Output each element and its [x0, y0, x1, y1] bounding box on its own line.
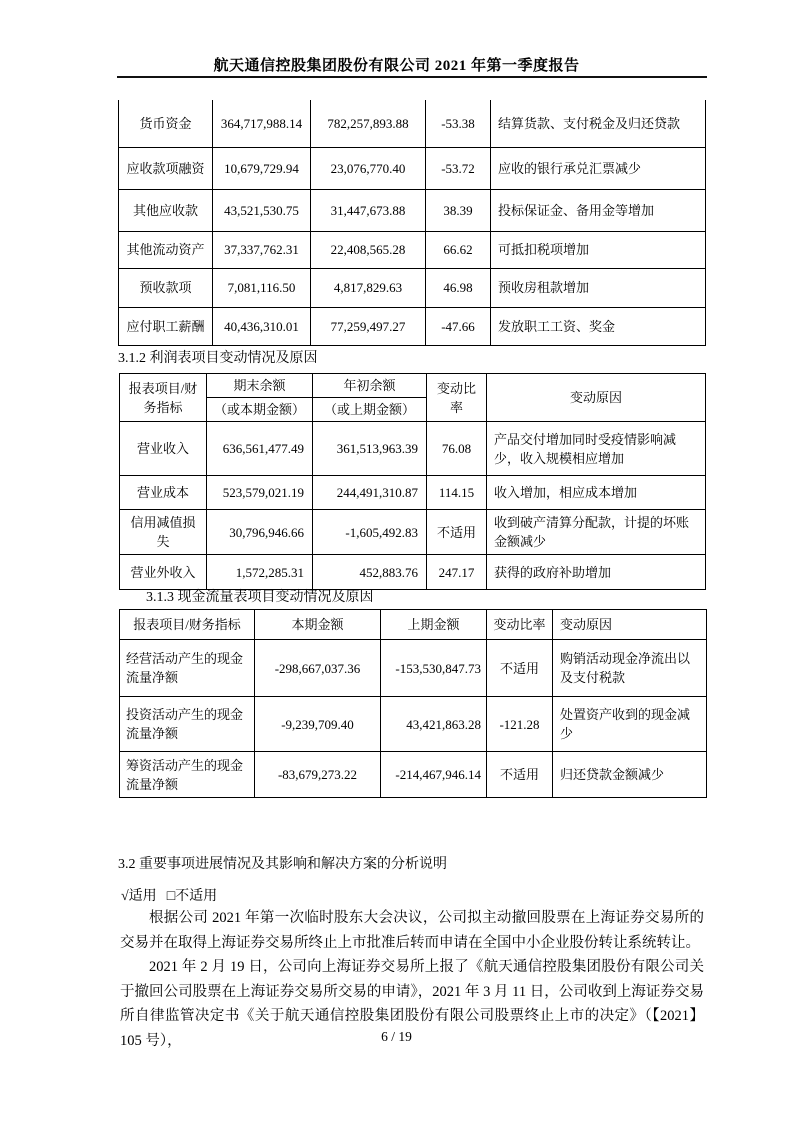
page-title: 航天通信控股集团股份有限公司 2021 年第一季度报告	[213, 58, 580, 74]
cell-change-reason: 投标保证金、备用金等增加	[491, 189, 706, 231]
table-row	[120, 640, 707, 697]
table-row	[119, 231, 706, 268]
cell-beginning-balance: 4,817,829.63	[311, 268, 426, 307]
cash-flow-table	[119, 609, 707, 798]
cell-change-ratio: 247.17	[427, 555, 487, 590]
applicable-option: √适用	[121, 889, 157, 904]
header-change-reason: 变动原因	[487, 374, 706, 422]
cell-change-ratio: 不适用	[487, 640, 553, 697]
cell-beginning-balance: 77,259,497.27	[311, 307, 426, 345]
cell-change-reason: 产品交付增加同时受疫情影响减少，收入规模相应增加	[487, 422, 706, 476]
cell-beginning-amount: -1,605,492.83	[313, 510, 427, 555]
cell-item: 营业收入	[120, 422, 207, 476]
header-change-reason: 变动原因	[553, 610, 707, 640]
cell-item: 筹资活动产生的现金流量净额	[120, 752, 255, 798]
paragraph: 根据公司 2021 年第一次临时股东大会决议，公司拟主动撤回股票在上海证券交易所的交易并在取得上海证券交易所终止上市批准后转而申请在全国中小企业股份转让系统转让。	[120, 910, 704, 951]
cell-change-ratio: 46.98	[426, 268, 491, 307]
cell-item: 投资活动产生的现金流量净额	[120, 697, 255, 752]
cell-change-ratio: 66.62	[426, 231, 491, 268]
table-row	[119, 147, 706, 189]
cell-change-ratio: 不适用	[487, 752, 553, 798]
cell-ending-balance: 364,717,988.14	[213, 100, 311, 147]
cell-beginning-amount: 244,491,310.87	[313, 476, 427, 510]
header-item: 报表项目/财务指标	[120, 374, 207, 422]
section-heading-3-2: 3.2 重要事项进展情况及其影响和解决方案的分析说明	[118, 857, 447, 872]
table-row	[120, 476, 706, 510]
cell-item: 其他应收款	[119, 189, 213, 231]
header-change-ratio: 变动比率	[487, 610, 553, 640]
cell-change-ratio: 不适用	[427, 510, 487, 555]
cell-ending-amount: 30,796,946.66	[207, 510, 313, 555]
cell-change-ratio: -121.28	[487, 697, 553, 752]
cell-beginning-balance: 782,257,893.88	[311, 100, 426, 147]
cell-change-reason: 获得的政府补助增加	[487, 555, 706, 590]
cell-prior-amount: 43,421,863.28	[381, 697, 487, 752]
header-prior-amount: 上期金额	[381, 610, 487, 640]
cell-item: 营业成本	[120, 476, 207, 510]
cell-item: 其他流动资产	[119, 231, 213, 268]
cell-item: 应收款项融资	[119, 147, 213, 189]
paragraph: 2021 年 2 月 19 日，公司向上海证券交易所上报了《航天通信控股集团股份有限公司关于撤回公司股票在上海证券交易所交易的申请》，2021 年 3 月 11 日，公司收到上海证券交易所自律监管决定书《关于航天通信控股集团股份有限公司股票终止上市的决定》（【2021】105 号），	[120, 959, 704, 1049]
header-change-ratio: 变动比率	[427, 374, 487, 422]
cell-change-reason: 归还贷款金额减少	[553, 752, 707, 798]
table-row	[119, 100, 706, 147]
header-rule	[117, 76, 707, 78]
cell-change-reason: 收入增加，相应成本增加	[487, 476, 706, 510]
cell-change-ratio: 114.15	[427, 476, 487, 510]
table-header-row	[120, 374, 706, 398]
cell-beginning-amount: 361,513,963.39	[313, 422, 427, 476]
cell-beginning-amount: 452,883.76	[313, 555, 427, 590]
cell-change-reason: 可抵扣税项增加	[491, 231, 706, 268]
cell-ending-amount: 636,561,477.49	[207, 422, 313, 476]
cell-ending-amount: 523,579,021.19	[207, 476, 313, 510]
balance-items-table	[118, 100, 706, 346]
cell-item: 应付职工薪酬	[119, 307, 213, 345]
cell-ending-balance: 37,337,762.31	[213, 231, 311, 268]
section-heading-3-1-3: 3.1.3 现金流量表项目变动情况及原因	[146, 590, 374, 605]
header-beginning-balance: 年初余额	[313, 374, 427, 398]
cell-beginning-balance: 31,447,673.88	[311, 189, 426, 231]
table-row	[120, 555, 706, 590]
applicability-line	[121, 885, 217, 905]
cell-beginning-balance: 23,076,770.40	[311, 147, 426, 189]
not-applicable-option: □不适用	[166, 889, 218, 904]
cell-item: 预收款项	[119, 268, 213, 307]
table-header-row	[120, 610, 707, 640]
table-row	[120, 510, 706, 555]
table-row	[119, 268, 706, 307]
table-row	[120, 422, 706, 476]
cell-change-reason: 发放职工工资、奖金	[491, 307, 706, 345]
cell-change-ratio: 76.08	[427, 422, 487, 476]
cell-change-reason: 应收的银行承兑汇票减少	[491, 147, 706, 189]
page-number: 6 / 19	[381, 1029, 412, 1044]
cell-prior-amount: -153,530,847.73	[381, 640, 487, 697]
cell-ending-balance: 40,436,310.01	[213, 307, 311, 345]
cell-ending-balance: 7,081,116.50	[213, 268, 311, 307]
cell-ending-amount: 1,572,285.31	[207, 555, 313, 590]
cell-item: 信用减值损失	[120, 510, 207, 555]
table-row	[119, 189, 706, 231]
cell-ending-balance: 10,679,729.94	[213, 147, 311, 189]
cell-item: 经营活动产生的现金流量净额	[120, 640, 255, 697]
section-heading-3-1-2: 3.1.2 利润表项目变动情况及原因	[118, 351, 318, 366]
table-row	[120, 752, 707, 798]
cell-change-reason: 购销活动现金净流出以及支付税款	[553, 640, 707, 697]
cell-prior-amount: -214,467,946.14	[381, 752, 487, 798]
header-item: 报表项目/财务指标	[120, 610, 255, 640]
cell-change-ratio: -53.72	[426, 147, 491, 189]
income-statement-table	[119, 373, 706, 590]
cell-item: 营业外收入	[120, 555, 207, 590]
cell-current-amount: -9,239,709.40	[255, 697, 381, 752]
cell-item: 货币资金	[119, 100, 213, 147]
cell-current-amount: -298,667,037.36	[255, 640, 381, 697]
table-row	[119, 307, 706, 345]
cell-change-reason: 结算货款、支付税金及归还贷款	[491, 100, 706, 147]
header-ending-balance: 期末余额	[207, 374, 313, 398]
cell-change-ratio: 38.39	[426, 189, 491, 231]
cell-beginning-balance: 22,408,565.28	[311, 231, 426, 268]
header-current-amount: 本期金额	[255, 610, 381, 640]
header-beginning-sub: （或上期金额）	[313, 398, 427, 422]
cell-ending-balance: 43,521,530.75	[213, 189, 311, 231]
table-row	[120, 697, 707, 752]
cell-change-reason: 预收房租款增加	[491, 268, 706, 307]
cell-current-amount: -83,679,273.22	[255, 752, 381, 798]
cell-change-ratio: -53.38	[426, 100, 491, 147]
header-ending-sub: （或本期金额）	[207, 398, 313, 422]
cell-change-ratio: -47.66	[426, 307, 491, 345]
cell-change-reason: 处置资产收到的现金减少	[553, 697, 707, 752]
cell-change-reason: 收到破产清算分配款，计提的坏账金额减少	[487, 510, 706, 555]
